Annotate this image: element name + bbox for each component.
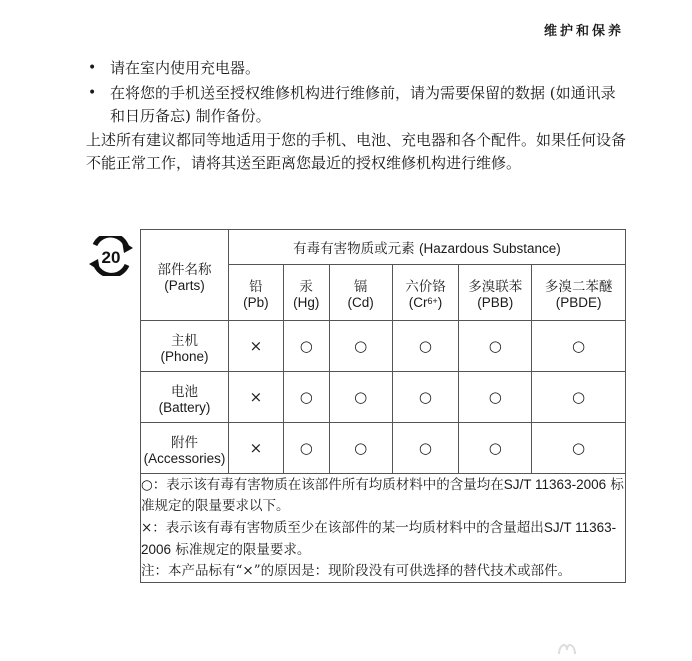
substance-cn: 多溴联苯	[468, 279, 523, 295]
mark-cell: ○	[329, 423, 392, 474]
mark-cell: ○	[392, 372, 459, 423]
mark-cell: ○	[392, 321, 459, 372]
bullet-dot-icon: •	[88, 85, 97, 101]
hazardous-substance-table	[140, 229, 626, 583]
mark-cell: ○	[532, 372, 626, 423]
part-name-cell: 附件 (Accessories)	[141, 423, 229, 474]
notes-cell	[141, 474, 626, 583]
mark-cell: ×	[228, 372, 283, 423]
substance-cn: 多溴二苯醚	[544, 279, 613, 295]
substance-en: (PBB)	[477, 295, 514, 310]
table-row	[141, 423, 626, 474]
substance-col-header	[283, 265, 329, 321]
substance-col-header	[392, 265, 459, 321]
mark-cell: ○	[283, 321, 329, 372]
bullet-list	[86, 57, 626, 130]
substance-cn: 镉	[353, 279, 368, 295]
mark-cell: ○	[532, 423, 626, 474]
page-header-title: 维护和保养	[543, 24, 624, 39]
parts-header-cell	[141, 230, 229, 321]
substance-cn: 汞	[299, 279, 314, 295]
substance-col-header	[532, 265, 626, 321]
part-name-cell: 电池 (Battery)	[141, 372, 229, 423]
substance-header-cell	[228, 230, 625, 265]
substance-en: (Cd)	[347, 295, 374, 310]
substance-cn: 六价铬	[405, 279, 446, 295]
note-line: ×：表示该有毒有害物质至少在该部件的某一均质材料中的含量超出SJ/T 11363-2006 标准规定的限量要求。	[141, 520, 617, 558]
substance-header-en: (Hazardous Substance)	[418, 241, 561, 256]
substance-en: (PBDE)	[555, 295, 602, 310]
substance-en: (Hg)	[293, 295, 320, 310]
mark-cell: ○	[392, 423, 459, 474]
bullet-item	[86, 57, 626, 80]
logo-number: 20	[101, 248, 121, 267]
parts-header-cn: 部件名称	[157, 261, 212, 278]
notes-row	[141, 474, 626, 583]
mark-cell: ○	[329, 321, 392, 372]
parts-header-en: (Parts)	[164, 277, 205, 293]
substance-en: $(Cr^{6+})$	[408, 295, 443, 310]
substance-col-header	[459, 265, 532, 321]
mark-cell: ×	[228, 423, 283, 474]
part-name-cell: 主机 (Phone)	[141, 321, 229, 372]
mark-cell: ○	[329, 372, 392, 423]
mark-cell: ○	[459, 372, 532, 423]
note-line: 注：本产品标有“×”的原因是：现阶段没有可供选择的替代技术或部件。	[141, 563, 572, 579]
mark-cell: ○	[459, 423, 532, 474]
bullet-text: 请在室内使用充电器。	[110, 59, 261, 77]
environment-protection-period-logo-icon	[86, 236, 136, 276]
substance-col-header	[228, 265, 283, 321]
mark-cell: ○	[283, 423, 329, 474]
table-row	[141, 321, 626, 372]
table-row	[141, 372, 626, 423]
note-line: ○：表示该有毒有害物质在该部件所有均质材料中的含量均在SJ/T 11363-2006 标准规定的限量要求以下。	[141, 477, 624, 514]
body-paragraph: 上述所有建议都同等地适用于您的手机、电池、充电器和各个配件。如果任何设备不能正常工作，请将其送至距离您最近的授权维修机构进行维修。	[86, 131, 627, 172]
substance-header-cn: 有毒有害物质或元素	[293, 241, 415, 257]
bullet-item	[86, 82, 626, 128]
substance-col-header	[329, 265, 392, 321]
bullet-text: 在将您的手机送至授权维修机构进行维修前，请为需要保留的数据 (如通讯录和日历备忘) 制作备份。	[110, 84, 616, 125]
bullet-dot-icon: •	[88, 60, 97, 76]
substance-en: (Pb)	[243, 295, 269, 310]
mark-cell: ×	[228, 321, 283, 372]
watermark-logo-icon	[556, 640, 578, 660]
mark-cell: ○	[532, 321, 626, 372]
substance-cn: 铅	[249, 279, 263, 295]
mark-cell: ○	[459, 321, 532, 372]
mark-cell: ○	[283, 372, 329, 423]
